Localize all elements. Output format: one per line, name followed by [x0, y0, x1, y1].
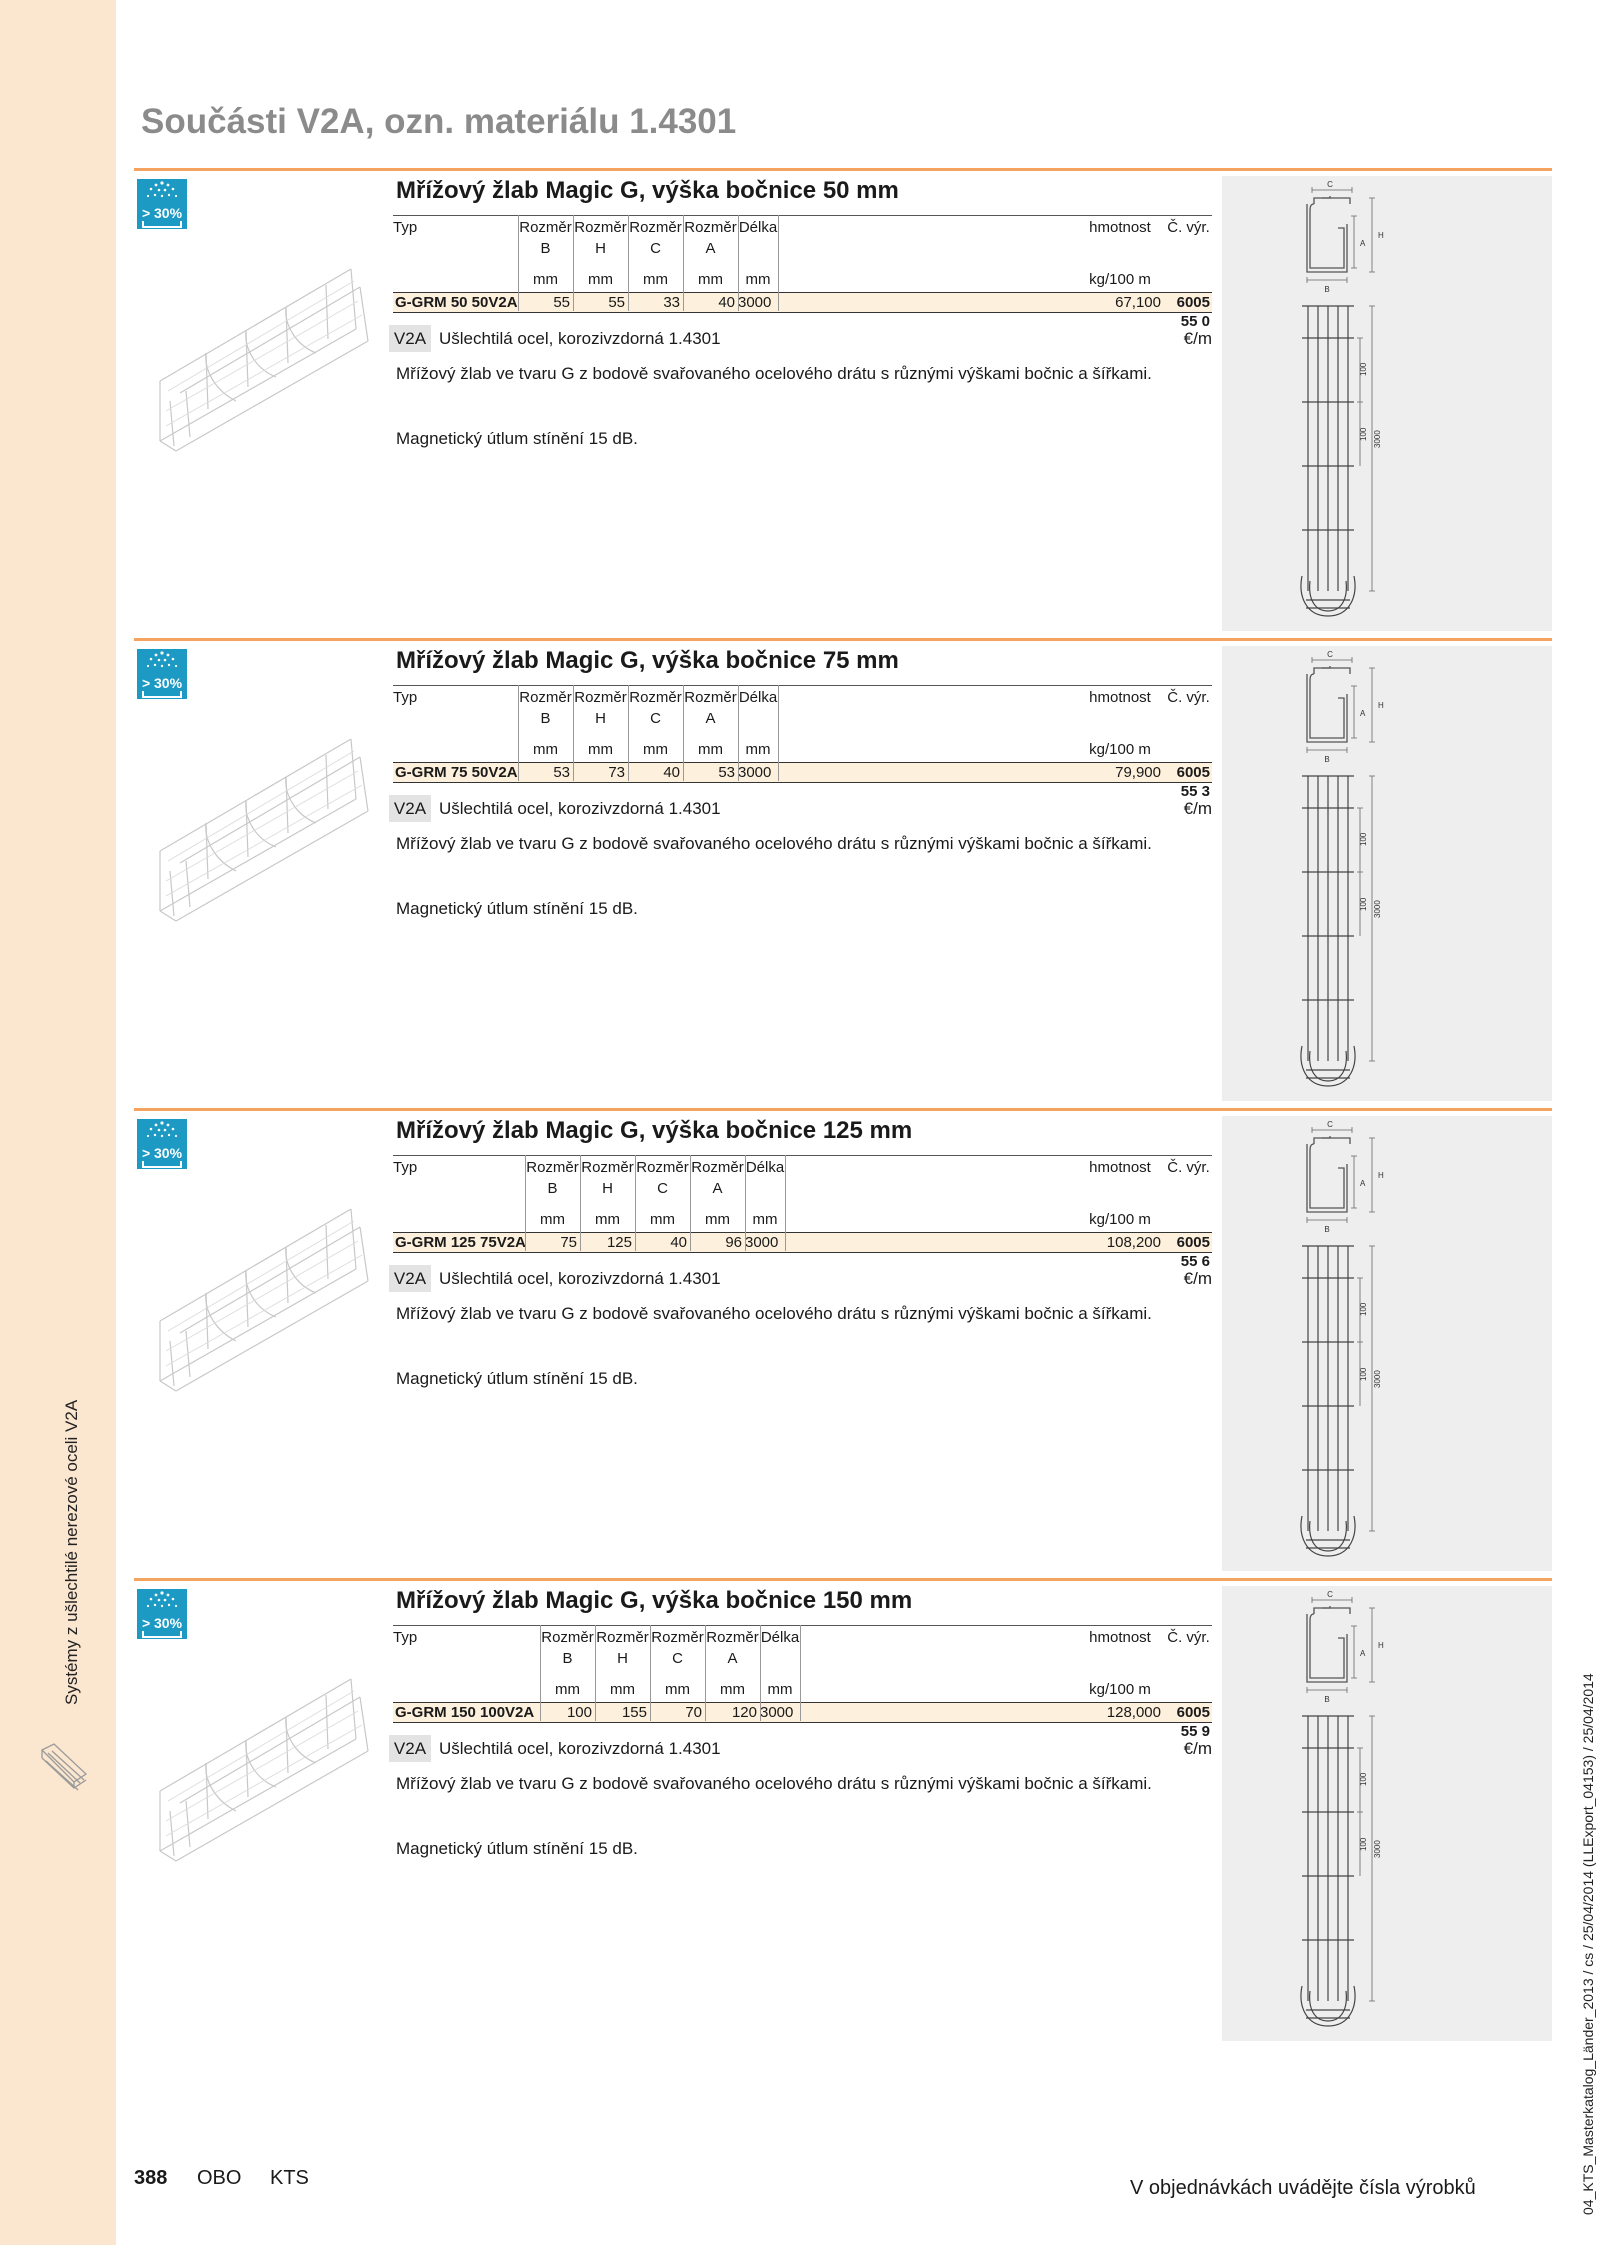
col-a-header: Rozměr A: [684, 219, 737, 257]
unit-weight: kg/100 m: [1089, 271, 1151, 288]
dim-c-label: C: [1327, 1590, 1333, 1599]
footer-section: KTS: [270, 2167, 309, 2189]
dim-h-label: H: [1378, 701, 1384, 710]
cell-length: 3000: [760, 1704, 794, 1721]
dim-b-label: B: [1324, 755, 1330, 764]
product-photo: [146, 241, 376, 476]
product-photo: [146, 711, 376, 946]
cell-h: 73: [608, 764, 625, 781]
dim-h-label: H: [1378, 1641, 1384, 1650]
dim-seg1-label: 100: [1359, 1302, 1368, 1316]
badge-label: > 30%: [141, 205, 183, 221]
col-h-header: Rozměr H: [574, 689, 627, 727]
col-b-header: Rozměr B: [541, 1629, 594, 1667]
dim-a-label: A: [1360, 1649, 1366, 1658]
cell-type: G-GRM 125 75V2A: [395, 1234, 526, 1251]
cell-b: 100: [566, 1704, 592, 1721]
dim-seg2-label: 100: [1359, 1837, 1368, 1851]
cell-weight: 79,900: [1115, 764, 1161, 781]
column-divider: [580, 1155, 581, 1251]
dim-seg2-label: 100: [1359, 897, 1368, 911]
cell-b: 55: [553, 294, 570, 311]
unit-a: mm: [720, 1681, 745, 1698]
price-unit: €/m: [1183, 799, 1212, 818]
cell-length: 3000: [738, 764, 772, 781]
cell-type: G-GRM 75 50V2A: [395, 764, 518, 781]
column-divider: [800, 1625, 801, 1721]
unit-h: mm: [610, 1681, 635, 1698]
unit-h: mm: [588, 741, 613, 758]
dim-length-label: 3000: [1373, 1840, 1382, 1858]
dim-c-label: C: [1327, 1120, 1333, 1129]
cell-a: 96: [725, 1234, 742, 1251]
material-tag: V2A: [389, 325, 431, 352]
col-weight-header: hmotnost: [1089, 219, 1151, 236]
side-thumbnail-image: [38, 1742, 90, 1797]
cell-type: G-GRM 150 100V2A: [395, 1704, 535, 1721]
column-divider: [760, 1625, 761, 1721]
dim-length-label: 3000: [1373, 430, 1382, 448]
product-description: Mřížový žlab ve tvaru G z bodově svařovaného ocelového drátu s různými výškami bočnic a šířkami.: [396, 834, 1152, 853]
column-divider: [778, 215, 779, 311]
column-divider: [738, 215, 739, 311]
product-heading: Mřížový žlab Magic G, výška bočnice 150 mm: [396, 1587, 913, 1614]
badge-label: > 30%: [141, 675, 183, 691]
product-photo: [146, 1651, 376, 1886]
unit-a: mm: [698, 741, 723, 758]
col-a-header: Rozměr A: [691, 1159, 744, 1197]
table-row: [393, 762, 1212, 800]
spray-badge: [137, 179, 187, 229]
cell-weight: 108,200: [1106, 1234, 1161, 1251]
price-unit: €/m: [1183, 329, 1212, 348]
unit-c: mm: [665, 1681, 690, 1698]
column-divider: [635, 1155, 636, 1251]
column-divider: [738, 685, 739, 781]
unit-b: mm: [555, 1681, 580, 1698]
dim-b-label: B: [1324, 1225, 1330, 1234]
spray-badge: [137, 649, 187, 699]
cell-h: 55: [608, 294, 625, 311]
unit-a: mm: [705, 1211, 730, 1228]
cell-article: 6005 55 0: [1176, 294, 1210, 330]
col-length-header: Délka: [760, 1629, 800, 1646]
unit-b: mm: [533, 271, 558, 288]
footer-brand: OBO: [197, 2167, 242, 2189]
product-heading: Mřížový žlab Magic G, výška bočnice 75 mm: [396, 647, 899, 674]
dim-h-label: H: [1378, 231, 1384, 240]
shield-attenuation: Magnetický útlum stínění 15 dB.: [396, 899, 638, 918]
col-article-header: Č. výr.: [1167, 689, 1210, 706]
cell-h: 155: [621, 1704, 647, 1721]
dim-a-label: A: [1360, 709, 1366, 718]
column-divider: [778, 685, 779, 781]
col-article-header: Č. výr.: [1167, 1629, 1210, 1646]
unit-c: mm: [650, 1211, 675, 1228]
unit-length: mm: [745, 271, 771, 288]
column-divider: [785, 1155, 786, 1251]
shield-attenuation: Magnetický útlum stínění 15 dB.: [396, 429, 638, 448]
badge-label: > 30%: [141, 1615, 183, 1631]
dim-length-label: 3000: [1373, 900, 1382, 918]
units-row: [393, 1209, 1212, 1231]
column-divider: [683, 215, 684, 311]
dim-length-label: 3000: [1373, 1370, 1382, 1388]
product-photo: [146, 1181, 376, 1416]
dim-b-label: B: [1324, 285, 1330, 294]
table-row: [393, 292, 1212, 330]
column-divider: [573, 685, 574, 781]
shower-spray-icon: [137, 179, 187, 205]
unit-a: mm: [698, 271, 723, 288]
cell-h: 125: [606, 1234, 632, 1251]
material-text: Ušlechtilá ocel, korozivzdorná 1.4301: [439, 1739, 721, 1758]
shield-attenuation: Magnetický útlum stínění 15 dB.: [396, 1369, 638, 1388]
column-divider: [690, 1155, 691, 1251]
spray-badge: [137, 1589, 187, 1639]
dim-h-label: H: [1378, 1171, 1384, 1180]
unit-weight: kg/100 m: [1089, 1681, 1151, 1698]
col-h-header: Rozměr H: [574, 219, 627, 257]
dim-a-label: A: [1360, 1179, 1366, 1188]
dim-c-label: C: [1327, 650, 1333, 659]
column-divider: [628, 685, 629, 781]
col-typ-header: Typ: [393, 689, 418, 706]
dim-seg1-label: 100: [1359, 362, 1368, 376]
product-section-2: [134, 638, 1552, 1101]
col-c-header: Rozměr C: [636, 1159, 689, 1197]
col-a-header: Rozměr A: [706, 1629, 759, 1667]
cell-c: 40: [663, 764, 680, 781]
technical-drawing: [1222, 176, 1552, 631]
col-c-header: Rozměr C: [629, 219, 682, 257]
material-row: [389, 325, 1212, 353]
footer-order-note: V objednávkách uvádějte čísla výrobků: [1130, 2177, 1476, 2199]
col-b-header: Rozměr B: [526, 1159, 579, 1197]
material-row: [389, 1735, 1212, 1763]
material-text: Ušlechtilá ocel, korozivzdorná 1.4301: [439, 799, 721, 818]
units-row: [393, 269, 1212, 291]
table-row: [393, 1232, 1212, 1270]
file-reference: 04_KTS_Masterkatalog_Länder_2013 / cs / 25/04/2014 (LLExport_04153) / 25/04/2014: [1580, 1673, 1596, 2215]
unit-length: mm: [745, 741, 771, 758]
col-article-header: Č. výr.: [1167, 1159, 1210, 1176]
material-tag: V2A: [389, 1735, 431, 1762]
col-typ-header: Typ: [393, 1159, 418, 1176]
col-b-header: Rozměr B: [519, 219, 572, 257]
unit-c: mm: [643, 741, 668, 758]
price-unit: €/m: [1183, 1269, 1212, 1288]
material-tag: V2A: [389, 795, 431, 822]
shield-attenuation: Magnetický útlum stínění 15 dB.: [396, 1839, 638, 1858]
page-number: 388: [134, 2167, 168, 2189]
material-text: Ušlechtilá ocel, korozivzdorná 1.4301: [439, 329, 721, 348]
col-a-header: Rozměr A: [684, 689, 737, 727]
unit-length: mm: [752, 1211, 778, 1228]
shower-spray-icon: [137, 1589, 187, 1615]
unit-b: mm: [533, 741, 558, 758]
col-weight-header: hmotnost: [1089, 1629, 1151, 1646]
column-divider: [595, 1625, 596, 1721]
material-row: [389, 1265, 1212, 1293]
shower-spray-icon: [137, 649, 187, 675]
cell-c: 70: [685, 1704, 702, 1721]
unit-h: mm: [595, 1211, 620, 1228]
col-length-header: Délka: [745, 1159, 785, 1176]
column-divider: [518, 685, 519, 781]
cell-a: 40: [718, 294, 735, 311]
column-divider: [518, 215, 519, 311]
col-h-header: Rozměr H: [596, 1629, 649, 1667]
col-c-header: Rozměr C: [629, 689, 682, 727]
col-weight-header: hmotnost: [1089, 1159, 1151, 1176]
dim-seg1-label: 100: [1359, 832, 1368, 846]
column-divider: [745, 1155, 746, 1251]
col-h-header: Rozměr H: [581, 1159, 634, 1197]
product-description: Mřížový žlab ve tvaru G z bodově svařovaného ocelového drátu s různými výškami bočnic a šířkami.: [396, 1774, 1152, 1793]
product-heading: Mřížový žlab Magic G, výška bočnice 125 mm: [396, 1117, 913, 1144]
page-title: Součásti V2A, ozn. materiálu 1.4301: [141, 102, 737, 141]
units-row: [393, 1679, 1212, 1701]
column-divider: [683, 685, 684, 781]
technical-drawing: [1222, 1116, 1552, 1571]
col-weight-header: hmotnost: [1089, 689, 1151, 706]
cell-weight: 128,000: [1106, 1704, 1161, 1721]
product-section-1: [134, 168, 1552, 631]
price-unit: €/m: [1183, 1739, 1212, 1758]
unit-b: mm: [540, 1211, 565, 1228]
cell-length: 3000: [738, 294, 772, 311]
column-divider: [525, 1155, 526, 1251]
spray-badge: [137, 1119, 187, 1169]
column-divider: [540, 1625, 541, 1721]
col-c-header: Rozměr C: [651, 1629, 704, 1667]
col-length-header: Délka: [738, 219, 778, 236]
col-typ-header: Typ: [393, 1629, 418, 1646]
column-divider: [705, 1625, 706, 1721]
sidebar-band: [0, 0, 116, 2245]
dim-b-label: B: [1324, 1695, 1330, 1704]
material-text: Ušlechtilá ocel, korozivzdorná 1.4301: [439, 1269, 721, 1288]
unit-weight: kg/100 m: [1089, 741, 1151, 758]
dim-seg2-label: 100: [1359, 427, 1368, 441]
cell-a: 53: [718, 764, 735, 781]
product-description: Mřížový žlab ve tvaru G z bodově svařovaného ocelového drátu s různými výškami bočnic a šířkami.: [396, 364, 1152, 383]
unit-length: mm: [767, 1681, 793, 1698]
table-row: [393, 1702, 1212, 1740]
technical-drawing: [1222, 646, 1552, 1101]
cell-type: G-GRM 50 50V2A: [395, 294, 518, 311]
col-article-header: Č. výr.: [1167, 219, 1210, 236]
column-divider: [628, 215, 629, 311]
side-label: Systémy z ušlechtilé nerezové oceli V2A: [62, 1399, 81, 1705]
material-row: [389, 795, 1212, 823]
unit-weight: kg/100 m: [1089, 1211, 1151, 1228]
unit-c: mm: [643, 271, 668, 288]
dim-c-label: C: [1327, 180, 1333, 189]
cell-article: 6005 55 3: [1176, 764, 1210, 800]
shower-spray-icon: [137, 1119, 187, 1145]
technical-drawing: [1222, 1586, 1552, 2041]
col-b-header: Rozměr B: [519, 689, 572, 727]
cell-b: 75: [560, 1234, 577, 1251]
badge-label: > 30%: [141, 1145, 183, 1161]
cell-a: 120: [731, 1704, 757, 1721]
column-divider: [650, 1625, 651, 1721]
material-tag: V2A: [389, 1265, 431, 1292]
product-section-4: [134, 1578, 1552, 2041]
cell-c: 40: [670, 1234, 687, 1251]
col-length-header: Délka: [738, 689, 778, 706]
cell-b: 53: [553, 764, 570, 781]
cell-weight: 67,100: [1115, 294, 1161, 311]
col-typ-header: Typ: [393, 219, 418, 236]
cell-length: 3000: [745, 1234, 779, 1251]
product-description: Mřížový žlab ve tvaru G z bodově svařovaného ocelového drátu s různými výškami bočnic a šířkami.: [396, 1304, 1152, 1323]
cell-article: 6005 55 9: [1176, 1704, 1210, 1740]
product-section-3: [134, 1108, 1552, 1571]
cell-article: 6005 55 6: [1176, 1234, 1210, 1270]
product-heading: Mřížový žlab Magic G, výška bočnice 50 mm: [396, 177, 899, 204]
column-divider: [573, 215, 574, 311]
dim-seg1-label: 100: [1359, 1772, 1368, 1786]
units-row: [393, 739, 1212, 761]
unit-h: mm: [588, 271, 613, 288]
dim-seg2-label: 100: [1359, 1367, 1368, 1381]
cell-c: 33: [663, 294, 680, 311]
dim-a-label: A: [1360, 239, 1366, 248]
